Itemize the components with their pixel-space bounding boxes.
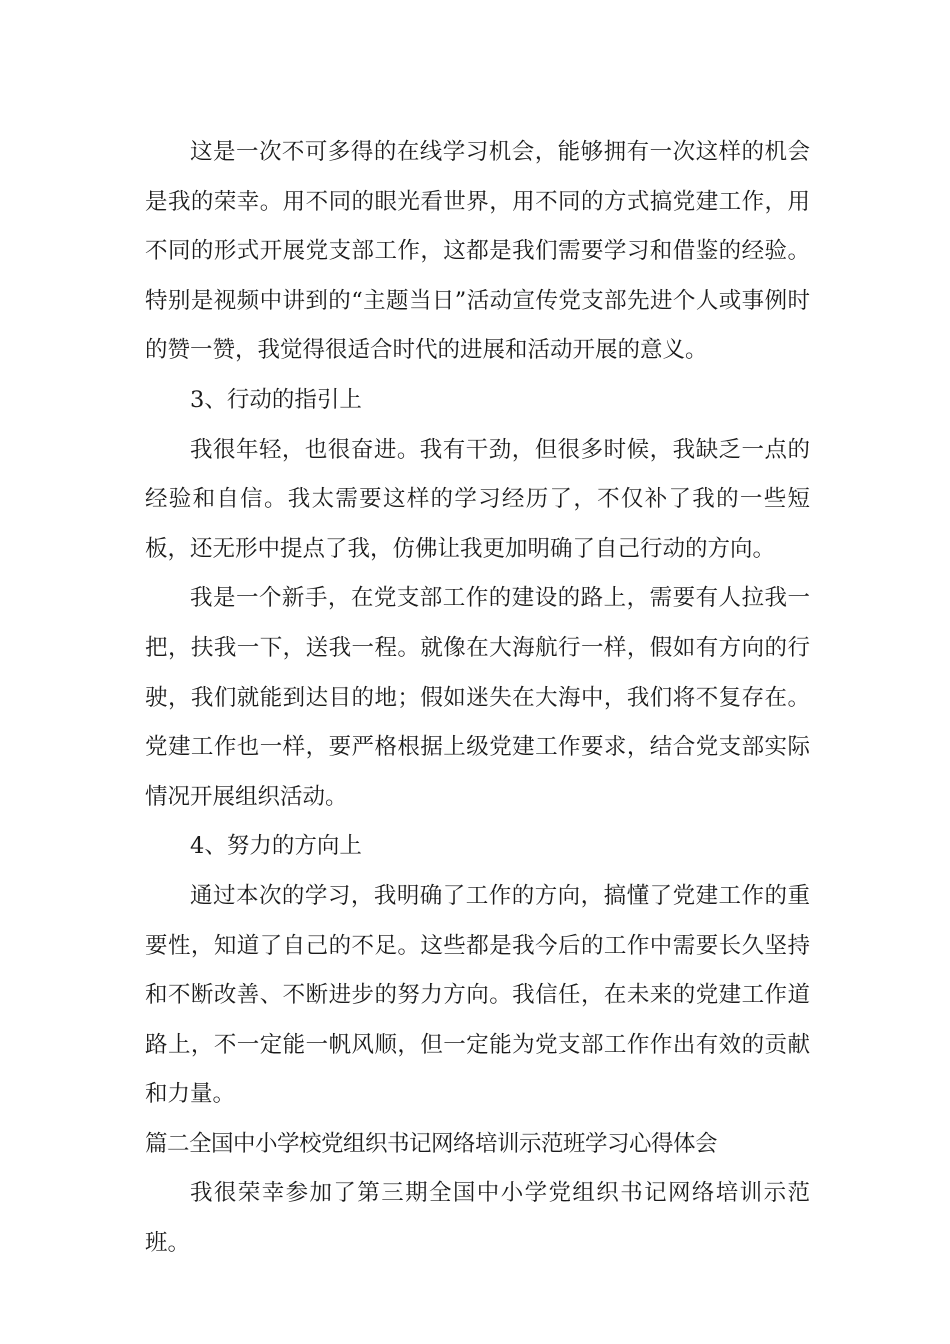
document-body — [145, 128, 810, 1269]
paragraph-newcomer: 我是一个新手，在党支部工作的建设的路上，需要有人拉我一把，扶我一下，送我一程。就像在大海航行一样，假如有方向的行驶，我们就能到达目的地；假如迷失在大海中，我们将不复存在。党建工作也一样，要严格根据上级党建工作要求，结合党支部实际情况开展组织活动。 — [145, 585, 810, 810]
paragraph-young-and-striving: 我很年轻，也很奋进。我有干劲，但很多时候，我缺乏一点的经验和自信。我太需要这样的学习经历了，不仅补了我的一些短板，还无形中提点了我，仿佛让我更加明确了自己行动的方向。 — [145, 436, 810, 562]
paragraph-training-intro: 我很荣幸参加了第三期全国中小学党组织书记网络培训示范班。 — [145, 1180, 810, 1257]
paragraph-study-outcome: 通过本次的学习，我明确了工作的方向，搞懂了党建工作的重要性，知道了自己的不足。这些都是我今后的工作中需要长久坚持和不断改善、不断进步的努力方向。我信任，在未来的党建工作道路上，不一定能一帆风顺，但一定能为党支部工作作出有效的贡献和力量。 — [145, 882, 810, 1108]
article-title-part-two: 篇二全国中小学校党组织书记网络培训示范班学习心得体会 — [145, 1130, 718, 1157]
section-heading-action-guidance: 3、行动的指引上 — [190, 386, 362, 413]
section-heading-effort-direction: 4、努力的方向上 — [190, 833, 362, 860]
paragraph-online-learning: 这是一次不可多得的在线学习机会，能够拥有一次这样的机会是我的荣幸。用不同的眼光看世界，用不同的方式搞党建工作，用不同的形式开展党支部工作，这都是我们需要学习和借鉴的经验。特别是视频中讲到的“主题当日”活动宣传党支部先进个人或事例时的赞一赞，我觉得很适合时代的进展和活动开展的意义。 — [145, 139, 810, 364]
